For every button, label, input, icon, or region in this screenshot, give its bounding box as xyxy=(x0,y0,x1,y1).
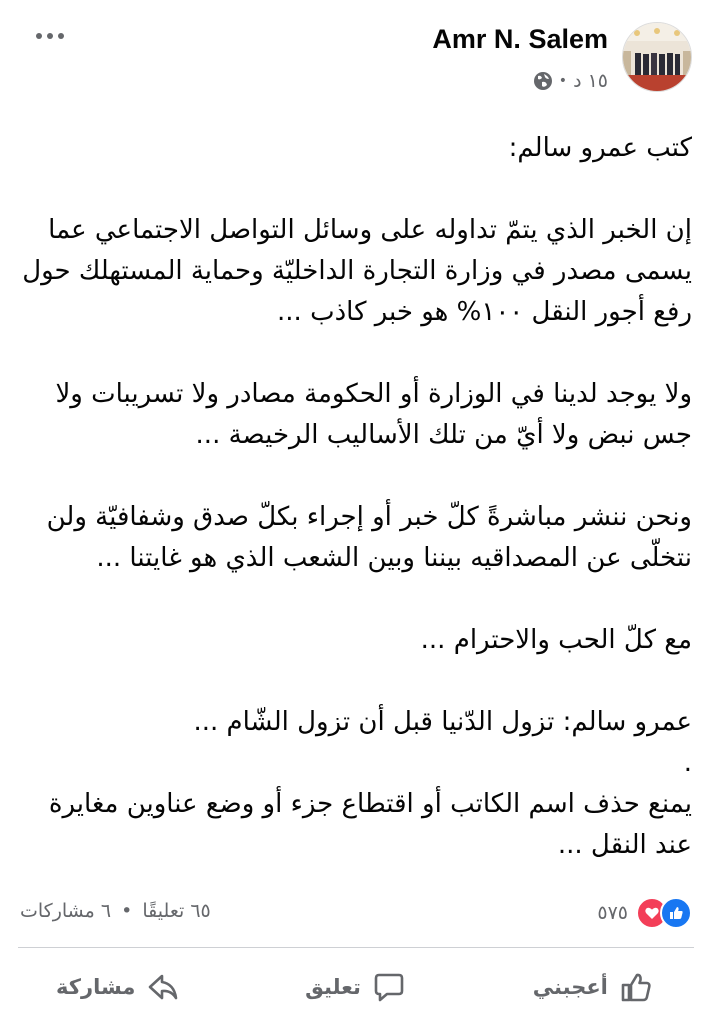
comment-bubble-icon xyxy=(371,969,407,1005)
author-name[interactable]: Amr N. Salem xyxy=(432,24,608,54)
action-bar xyxy=(0,950,712,1024)
post-meta xyxy=(533,66,608,96)
reaction-count: ٥٧٥ xyxy=(597,902,628,924)
more-options-button[interactable] xyxy=(28,24,72,48)
avatar-photo xyxy=(623,23,691,91)
comment-label: تعليق xyxy=(305,975,361,999)
like-reaction-icon xyxy=(660,897,692,929)
stats-separator: • xyxy=(121,900,133,922)
post-line: يسمى مصدر في وزارة التجارة الداخليّة وحماية المستهلك حول xyxy=(22,256,692,286)
meta-separator: • xyxy=(558,73,568,89)
like-label: أعجبني xyxy=(532,975,608,999)
more-dot-icon xyxy=(36,33,42,39)
comments-count[interactable]: ٦٥ تعليقًا xyxy=(142,900,211,922)
post-line: إن الخبر الذي يتمّ تداوله على وسائل التواصل الاجتماعي عما xyxy=(48,215,692,245)
post-time[interactable]: ١٥ د xyxy=(573,70,608,92)
post-line: كتب عمرو سالم: xyxy=(508,133,692,163)
globe-icon xyxy=(533,71,553,91)
author-avatar[interactable] xyxy=(622,22,692,92)
engagement-counts xyxy=(20,900,211,922)
post-line: يمنع حذف اسم الكاتب أو اقتطاع جزء أو وضع عناوين مغايرة xyxy=(48,789,692,819)
share-label: مشاركة xyxy=(56,975,136,999)
post-line: عمرو سالم: تزول الدّنيا قبل أن تزول الشّام ... xyxy=(193,707,692,737)
post-body xyxy=(18,128,692,866)
post-line: . xyxy=(683,748,692,778)
more-dot-icon xyxy=(47,33,53,39)
post-stats xyxy=(0,888,712,936)
share-button[interactable] xyxy=(0,950,237,1024)
post-line: ونحن ننشر مباشرةً كلّ خبر أو إجراء بكلّ صدق وشفافيّة ولن xyxy=(46,502,692,532)
reactions-summary[interactable] xyxy=(597,897,692,929)
thumbs-up-icon xyxy=(618,969,654,1005)
post-line: نتخلّى عن المصداقيه بيننا وبين الشعب الذي هو غايتنا ... xyxy=(96,543,692,573)
divider xyxy=(18,947,694,948)
more-dot-icon xyxy=(58,33,64,39)
post-line: عند النقل ... xyxy=(557,830,692,860)
post-line: مع كلّ الحب والاحترام ... xyxy=(420,625,692,655)
share-arrow-icon xyxy=(145,969,181,1005)
post-line: جس نبض ولا أيّ من تلك الأساليب الرخيصة ... xyxy=(195,420,692,450)
shares-count[interactable]: ٦ مشاركات xyxy=(20,900,112,922)
post-line: رفع أجور النقل ١٠٠% هو خبر كاذب ... xyxy=(277,297,692,327)
post-header xyxy=(0,0,712,110)
like-button[interactable] xyxy=(475,950,712,1024)
comment-button[interactable] xyxy=(237,950,474,1024)
post-line: ولا يوجد لدينا في الوزارة أو الحكومة مصادر ولا تسريبات ولا xyxy=(55,379,692,409)
